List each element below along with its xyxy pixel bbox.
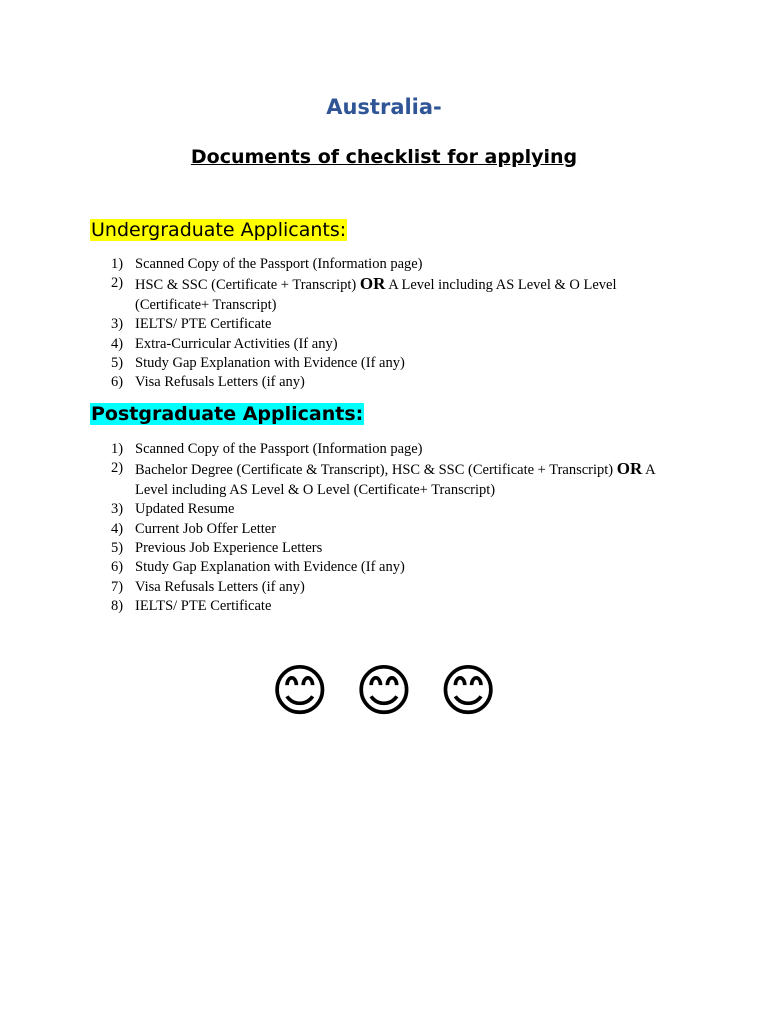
postgraduate-heading <box>90 403 376 425</box>
list-item <box>111 274 691 315</box>
postgraduate-heading-label: Postgraduate Applicants: <box>91 403 364 425</box>
list-item-number: 6) <box>111 374 124 391</box>
list-item-text: HSC & SSC (Certificate + Transcript) <box>135 277 360 294</box>
list-item <box>111 520 691 539</box>
page-title <box>0 95 768 119</box>
list-item <box>111 335 691 354</box>
list-item-number: 3) <box>111 316 124 333</box>
list-item-text: Previous Job Experience Letters <box>135 540 323 557</box>
list-item-number: 4) <box>111 335 124 352</box>
list-item-number: 1) <box>111 256 124 272</box>
list-item-text: Extra-Curricular Activities (If any) <box>135 335 338 352</box>
list-item-text: Scanned Copy of the Passport (Information page) <box>135 441 423 457</box>
list-item <box>111 354 691 373</box>
smiley-face-icon: 😊 <box>270 659 329 724</box>
list-item <box>111 539 691 558</box>
list-item-number: 3) <box>111 501 124 518</box>
list-item-text-after: A Level including AS Level & O Level (Certificate+ Transcript) <box>135 277 617 313</box>
list-item-text: IELTS/ PTE Certificate <box>135 598 272 615</box>
title-text: Australia- <box>326 95 442 119</box>
list-item <box>111 558 691 577</box>
page-subtitle <box>0 144 768 169</box>
list-item-number: 5) <box>111 355 124 372</box>
smiley-face-icon: 😊 <box>354 659 414 724</box>
undergraduate-heading <box>90 219 355 241</box>
list-item-text: Study Gap Explanation with Evidence (If any) <box>135 355 405 372</box>
list-item-text: Updated Resume <box>135 501 235 518</box>
list-item-text: Visa Refusals Letters (if any) <box>135 374 305 391</box>
list-item-number: 5) <box>111 540 124 557</box>
list-item <box>111 578 691 597</box>
list-item-text: Current Job Offer Letter <box>135 520 277 537</box>
list-item-number: 6) <box>111 559 124 576</box>
smiley-face-icon: 😊 <box>439 659 498 724</box>
list-item <box>111 373 691 392</box>
smiley-row <box>0 656 768 728</box>
undergraduate-heading-label: Undergraduate Applicants: <box>91 219 347 241</box>
list-item-number: 8) <box>111 598 124 615</box>
list-item-number: 1) <box>111 441 124 457</box>
list-item <box>111 315 691 334</box>
list-item-text-after: A Level including AS Level & O Level (Certificate+ Transcript) <box>135 462 655 498</box>
list-item-number: 2) <box>111 460 124 477</box>
list-item <box>111 597 691 616</box>
list-item-number: 4) <box>111 520 124 537</box>
postgraduate-checklist <box>111 440 691 617</box>
list-item <box>111 440 691 459</box>
list-item <box>111 255 691 274</box>
undergraduate-checklist <box>111 255 691 393</box>
subtitle-text <box>191 146 577 168</box>
list-item-text: Bachelor Degree (Certificate & Transcript), HSC & SSC (Certificate + Transcript) <box>135 462 617 479</box>
list-item-or: OR <box>616 459 643 479</box>
list-item-text: Visa Refusals Letters (if any) <box>135 578 305 595</box>
subtitle-label: Documents of checklist for applying <box>190 146 578 168</box>
list-item <box>111 459 691 500</box>
list-item <box>111 500 691 519</box>
list-item-text: Scanned Copy of the Passport (Information page) <box>135 256 423 272</box>
list-item-or: OR <box>359 274 386 294</box>
list-item-text: IELTS/ PTE Certificate <box>135 316 272 333</box>
list-item-number: 7) <box>111 578 124 595</box>
list-item-number: 2) <box>111 275 124 292</box>
list-item-text: Study Gap Explanation with Evidence (If any) <box>135 559 405 576</box>
